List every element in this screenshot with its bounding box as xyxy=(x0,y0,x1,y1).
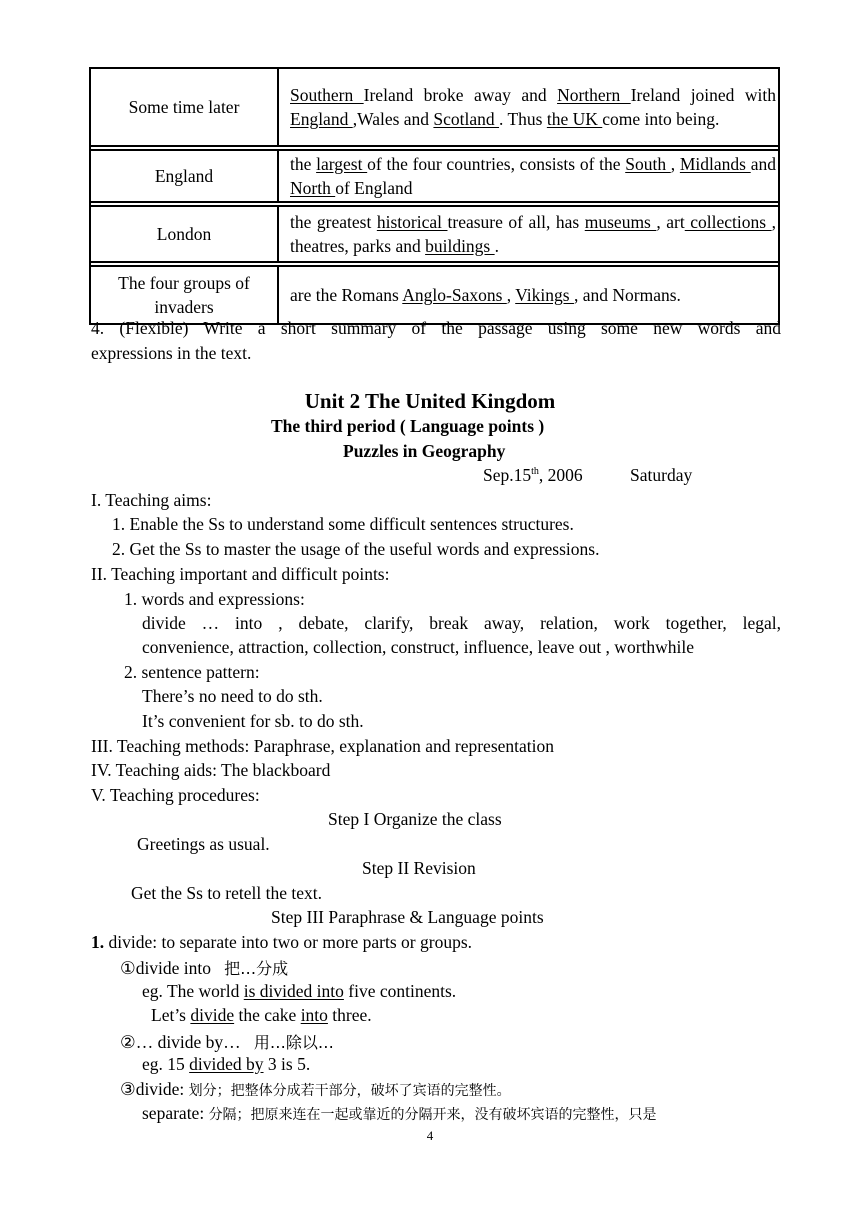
row-text: Ireland broke away and xyxy=(363,85,558,105)
table-row xyxy=(90,266,779,324)
period-title: The third period ( Language points ) xyxy=(271,416,545,436)
answer-blank: North xyxy=(290,178,336,198)
answer-blank: Midlands xyxy=(679,154,751,174)
row-text: ,Wales and xyxy=(352,109,434,129)
step-2-body: Get the Ss to retell the text. xyxy=(131,883,322,903)
answer-blank: the UK xyxy=(546,109,603,129)
answer-blank: buildings xyxy=(425,236,495,256)
points-words-line2: convenience, attraction, collection, construct, influence, leave out , worthwhile xyxy=(142,637,695,657)
row-text: , and Normans. xyxy=(573,285,681,305)
teaching-methods: III. Teaching methods: Paraphrase, explanation and representation xyxy=(91,736,555,756)
lesson-subtitle: Puzzles in Geography xyxy=(343,441,506,461)
point-1a-example-2: Let’s divide the cake into three. xyxy=(151,1005,372,1025)
answer-blank: Northern xyxy=(557,85,631,105)
answer-blank: museums xyxy=(584,212,657,232)
pattern-2: It’s convenient for sb. to do sth. xyxy=(142,711,364,731)
points-words-line1: divide … into , debate, clarify, break away, relation, work together, legal, xyxy=(142,613,781,633)
summary-table xyxy=(89,67,780,325)
row-label: London xyxy=(90,206,278,262)
answer-blank: Scotland xyxy=(433,109,500,129)
answer-blank: historical xyxy=(376,212,448,232)
row-text: and xyxy=(750,154,776,174)
lesson-weekday: Saturday xyxy=(630,465,693,485)
table-row xyxy=(90,206,779,262)
flexible-task-line1: 4. (Flexible) Write a short summary of the passage using some new words and xyxy=(91,318,781,338)
row-text: of the four countries, consists of the xyxy=(367,154,626,174)
teaching-procedures: V. Teaching procedures: xyxy=(91,785,260,805)
lesson-date: Sep.15th, 2006 xyxy=(483,465,583,485)
teaching-aids: IV. Teaching aids: The blackboard xyxy=(91,760,331,780)
row-text: come into being. xyxy=(602,109,720,129)
flexible-task-line2: expressions in the text. xyxy=(91,343,252,363)
point-1b-example: eg. 15 divided by 3 is 5. xyxy=(142,1054,311,1074)
aims-item-1: 1. Enable the Ss to understand some difficult sentences structures. xyxy=(112,514,574,534)
table-row xyxy=(90,150,779,202)
row-content xyxy=(278,266,779,324)
answer-blank: Anglo-Saxons xyxy=(402,285,507,305)
row-label: Some time later xyxy=(90,68,278,146)
answer-blank: collections xyxy=(684,212,772,232)
step-1-title: Step I Organize the class xyxy=(328,809,502,829)
point-1a: ①divide into 把…分成 xyxy=(120,958,289,978)
row-text: . xyxy=(494,236,499,256)
aims-item-2: 2. Get the Ss to master the usage of the useful words and expressions. xyxy=(112,539,600,559)
point-1c: ③divide: 划分；把整体分成若干部分，破坏了宾语的完整性。 xyxy=(120,1079,511,1099)
points-sub-1: 1. words and expressions: xyxy=(124,589,305,609)
row-text: , xyxy=(670,154,680,174)
page-number: 4 xyxy=(426,1128,434,1143)
table-row xyxy=(90,68,779,146)
step-3-title: Step III Paraphrase & Language points xyxy=(271,907,544,927)
pattern-1: There’s no need to do sth. xyxy=(142,686,323,706)
step-2-title: Step II Revision xyxy=(362,858,476,878)
row-text: . Thus xyxy=(499,109,547,129)
aims-heading: I. Teaching aims: xyxy=(91,490,212,510)
row-text: the xyxy=(290,154,317,174)
row-content xyxy=(278,68,779,146)
row-label: England xyxy=(90,150,278,202)
point-1b: ②… divide by… 用…除以… xyxy=(120,1032,334,1052)
row-label: The four groups of invaders xyxy=(90,266,278,324)
row-content xyxy=(278,150,779,202)
point-1d: separate: 分隔；把原来连在一起或靠近的分隔开来，没有破坏宾语的完整性，只是 xyxy=(142,1103,657,1123)
row-text: treasure of all, has xyxy=(447,212,585,232)
row-text: are the Romans xyxy=(290,285,403,305)
row-text: of England xyxy=(335,178,413,198)
points-heading: II. Teaching important and difficult points: xyxy=(91,564,390,584)
row-text: , art xyxy=(656,212,685,232)
answer-blank: Vikings xyxy=(515,285,574,305)
step-1-body: Greetings as usual. xyxy=(137,834,270,854)
row-text: the greatest xyxy=(290,212,377,232)
unit-title: Unit 2 The United Kingdom xyxy=(304,389,556,413)
point-1a-example-1: eg. The world is divided into five continents. xyxy=(142,981,457,1001)
row-text: , theatres, parks and xyxy=(290,212,776,256)
points-sub-2: 2. sentence pattern: xyxy=(124,662,260,682)
row-content xyxy=(278,206,779,262)
answer-blank: Southern xyxy=(290,85,364,105)
answer-blank: South xyxy=(625,154,671,174)
answer-blank: largest xyxy=(316,154,368,174)
row-text: , xyxy=(506,285,516,305)
row-text: Ireland joined with xyxy=(630,85,776,105)
point-1-definition: 1. divide: to separate into two or more parts or groups. xyxy=(91,932,473,952)
answer-blank: England xyxy=(290,109,353,129)
